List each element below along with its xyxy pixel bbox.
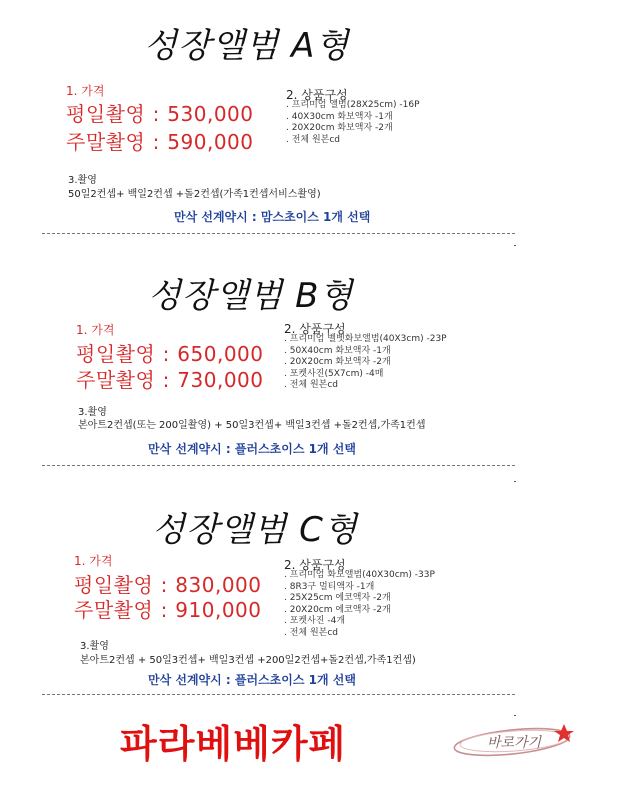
album-c-shoot-text: 본아트2컨셉 + 50일3컨셉+ 백일3컨셉 +200일2컨셉+돌2컨셉,가족1컨셉) [80,655,416,666]
weekday-label: 평일촬영 [66,102,146,126]
divider [42,694,515,695]
go-button[interactable] [452,718,582,762]
album-a-weekend-price [66,126,254,155]
composition-item: . 프리미엄 앨범(28X25cm) -16P [286,100,420,110]
colon: : [152,102,160,126]
divider [42,233,515,234]
brand-name: 파라베베카페 [120,722,347,766]
album-a-composition-title: 2. 상품구성 [286,88,348,102]
album-a-price-label: 1. 가격 [66,84,105,98]
album-c-weekend-price [74,594,262,623]
composition-item: . 20X20cm 화보액자 -2개 [286,123,393,133]
composition-item: . 20X20cm 화보액자 -2개 [284,357,391,367]
weekend-price-value: 910,000 [175,598,262,622]
colon: : [162,342,170,366]
album-b-composition-list [284,334,447,392]
album-b-promo: 만삭 선계약시 : 플러스초이스 1개 선택 [148,442,356,456]
weekday-label: 평일촬영 [74,573,154,597]
album-a-composition-list [286,100,420,146]
composition-item: . 8R3구 멀티액자 -1개 [284,581,375,592]
divider-tick [514,715,516,716]
album-a-shoot-title: 3.촬영 [68,175,97,186]
composition-item: . 20X20cm 에코액자 -2개 [284,604,391,615]
composition-item: . 전체 원본cd [286,134,341,145]
album-b-composition-title: 2. 상품구성 [284,322,346,336]
album-c-composition-list [284,570,435,639]
go-button-label: 바로가기 [486,735,542,751]
composition-item: . 프리미엄 화보앨범(40X30cm) -33P [284,570,435,580]
album-c-promo: 만삭 선계약시 : 플러스초이스 1개 선택 [148,673,356,687]
album-b-price-label: 1. 가격 [76,323,115,337]
divider-tick [514,245,516,246]
album-a-promo: 만삭 선계약시 : 맘스초이스 1개 선택 [174,210,371,224]
go-button-badge-icon [452,718,582,762]
album-b-shoot-text: 본아트2컨셉(또는 200일촬영) + 50일3컨셉+ 백일3컨셉 +돌2컨셉,가족1컨셉 [78,420,426,431]
album-b-title: 성장앨범 B형 [148,276,354,316]
weekend-label: 주말촬영 [76,368,156,392]
composition-item: . 40X30cm 화보액자 -1개 [286,111,393,122]
composition-item: . 포켓사진(5X7cm) -4매 [284,368,384,379]
album-a-weekday-price [66,98,254,127]
weekend-price-value: 590,000 [167,130,254,154]
album-b-weekend-price [76,364,264,393]
album-a-title: 성장앨범 A형 [144,26,350,66]
colon: : [162,368,170,392]
album-c-composition-title: 2. 상품구성 [284,558,346,572]
colon: : [160,573,168,597]
weekend-price-value: 730,000 [177,368,264,392]
weekday-price-value: 830,000 [175,573,262,597]
composition-item: . 프리미엄 벨벳화보앨범(40X3cm) -23P [284,334,447,344]
album-c-price-label: 1. 가격 [74,554,113,568]
weekend-label: 주말촬영 [74,598,154,622]
weekday-price-value: 530,000 [167,102,254,126]
album-b-shoot-title: 3.촬영 [78,407,107,418]
weekend-label: 주말촬영 [66,130,146,154]
composition-item: . 전체 원본cd [284,380,339,390]
album-c-title: 성장앨범 C형 [152,510,358,550]
composition-item: . 포켓사진 -4개 [284,616,346,626]
composition-item: . 전체 원본cd [284,627,339,638]
colon: : [152,130,160,154]
divider-tick [514,481,516,482]
divider [42,465,515,466]
colon: : [160,598,168,622]
album-a-shoot-text: 50일2컨셉+ 백일2컨셉 +돌2컨셉(가족1컨셉서비스촬영) [68,189,321,200]
composition-item: . 50X40cm 화보액자 -1개 [284,345,391,356]
weekday-label: 평일촬영 [76,342,156,366]
star-icon [554,724,574,742]
album-c-shoot-title: 3.촬영 [80,641,109,652]
composition-item: . 25X25cm 에코액자 -2개 [284,593,391,603]
weekday-price-value: 650,000 [177,342,264,366]
album-b-weekday-price [76,338,264,367]
